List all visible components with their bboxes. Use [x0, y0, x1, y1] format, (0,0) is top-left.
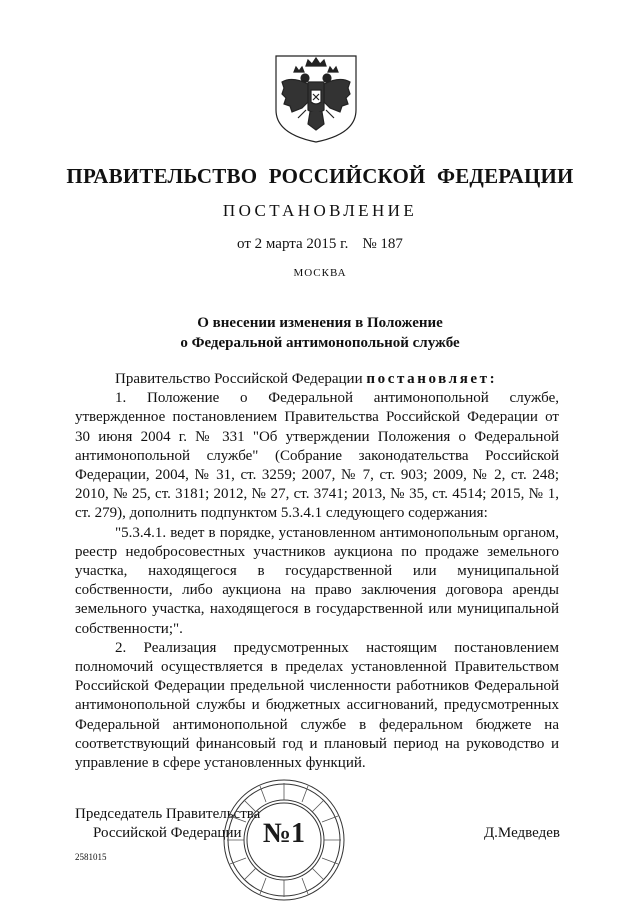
seal-number: №1	[262, 818, 306, 849]
paragraph-1: 1. Положение о Федеральной антимонопольной службе, утвержденное постановлением Правительства Российской Федерации от 30 июня 2004 г. № 331 "Об утверждении Положения о Федеральной антимонопольной службе" (Собрание законодательства Российской Федерации, 2004, № 31, ст. 3259; 2007, № 7, ст. 903; 2009, № 2, ст. 248; 2010, № 25, ст. 3181; 2012, № 27, ст. 3741; 2013, № 35, ст. 4514; 2015, № 1, ст. 279), дополнить подпунктом 5.3.4.1 следующего содержания:	[75, 390, 559, 522]
intro-decree-word: постановляет:	[366, 371, 498, 387]
coat-of-arms-icon	[272, 52, 360, 144]
government-title: ПРАВИТЕЛЬСТВО РОССИЙСКОЙ ФЕДЕРАЦИИ	[66, 164, 574, 188]
document-dateline	[0, 236, 640, 253]
document-type: ПОСТАНОВЛЕНИЕ	[222, 201, 418, 220]
intro-paragraph	[75, 370, 559, 389]
signatory-title-line-2: Российской Федерации	[93, 825, 242, 841]
paragraph-quoted-subclause: "5.3.4.1. ведет в порядке, установленном антимонопольным органом, реестр недобросовестных участников аукциона по продаже земельного участка, находящегося в государственной или муниципальной собственности, либо аукциона на право заключения договора аренды земельного участка, находящегося в государственной или муниципальной собственности;".	[75, 524, 559, 637]
document-date: от 2 марта 2015 г.	[237, 236, 349, 252]
document-body	[75, 370, 559, 773]
document-code: 2581015	[75, 852, 107, 862]
document-number: № 187	[362, 236, 403, 252]
heading-line-2: о Федеральной антимонопольной службе	[180, 335, 460, 351]
official-seal	[222, 778, 346, 902]
document-city: МОСКВА	[293, 267, 347, 279]
document-heading	[0, 313, 640, 353]
signatory-title-line-1: Председатель Правительства	[75, 806, 261, 822]
heading-line-1: О внесении изменения в Положение	[197, 315, 443, 331]
paragraph-2: 2. Реализация предусмотренных настоящим постановлением полномочий осуществляется в пределах установленной Правительством Российской Федерации предельной численности работников Федеральной антимонопольной службы и бюджетных ассигнований, предусмотренных Федеральной антимонопольной службе в федеральном бюджете на соответствующий финансовый год и плановый период на руководство и управление в сфере установленных функций.	[75, 639, 559, 772]
intro-lead: Правительство Российской Федерации	[115, 371, 367, 387]
signatory-name: Д.Медведев	[483, 825, 560, 841]
